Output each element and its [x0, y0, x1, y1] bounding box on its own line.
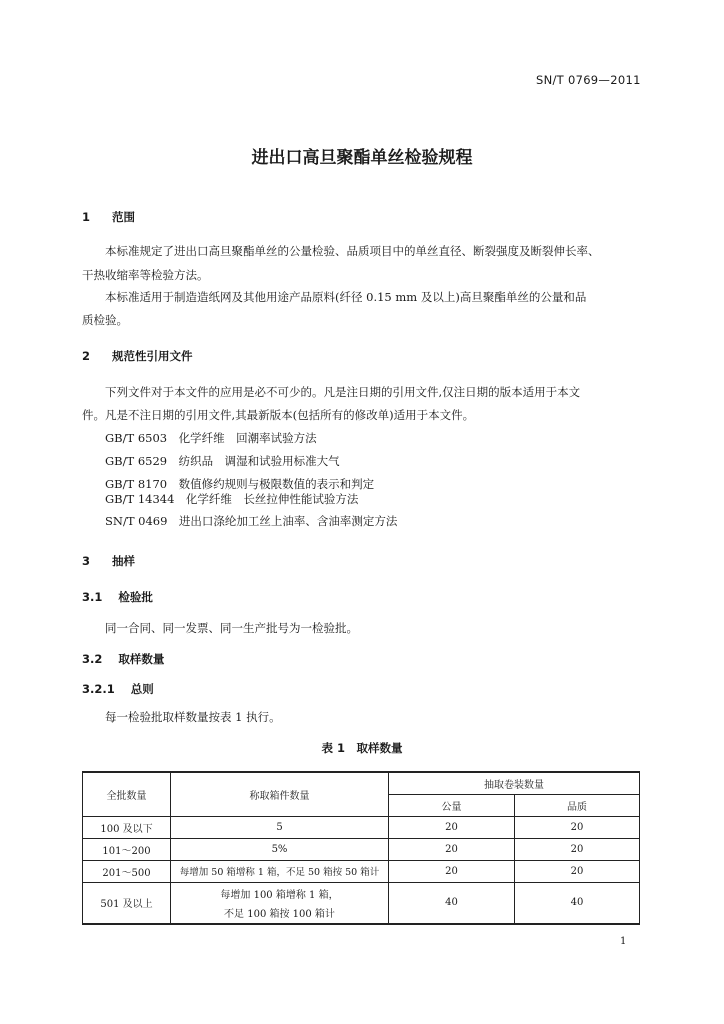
cell-total: 100 及以下 [83, 816, 171, 838]
section-1-heading [82, 209, 135, 225]
section-3-1-heading [82, 589, 153, 605]
paragraph: 下列文件对于本文件的应用是必不可少的。凡是注日期的引用文件,仅注日期的版本适用于本文 [105, 385, 581, 399]
cell-total: 101～200 [83, 838, 171, 860]
cell-commercial-weight: 20 [389, 838, 515, 860]
reference-item: GB/T 6503 化学纤维 回潮率试验方法 [105, 431, 317, 445]
paragraph: 件。凡是不注日期的引用文件,其最新版本(包括所有的修改单)适用于本文件。 [82, 408, 475, 422]
paragraph: 每一检验批取样数量按表 1 执行。 [105, 710, 281, 724]
cell-quality: 20 [515, 816, 640, 838]
section-number: 2 [82, 349, 91, 363]
section-title: 取样数量 [118, 652, 165, 666]
cell-boxes: 每增加 50 箱增称 1 箱，不足 50 箱按 50 箱计 [171, 860, 389, 882]
section-number: 1 [82, 210, 91, 224]
header-box-quantity: 称取箱件数量 [171, 772, 389, 816]
section-3-heading [82, 553, 135, 569]
cell-commercial-weight: 20 [389, 816, 515, 838]
header-package-quantity: 抽取卷装数量 [389, 772, 640, 794]
cell-quality: 20 [515, 838, 640, 860]
cell-boxes: 5% [171, 838, 389, 860]
section-number: 3.1 [82, 590, 103, 604]
section-title: 范围 [112, 210, 136, 224]
section-3-2-1-heading [82, 681, 154, 697]
table-row [83, 816, 640, 838]
page-number: 1 [620, 936, 627, 947]
section-number: 3 [82, 554, 91, 568]
table-row [83, 838, 640, 860]
cell-quality: 20 [515, 860, 640, 882]
cell-total: 201～500 [83, 860, 171, 882]
paragraph: 同一合同、同一发票、同一生产批号为一检验批。 [105, 621, 358, 635]
reference-item: GB/T 14344 化学纤维 长丝拉伸性能试验方法 [105, 492, 359, 506]
document-title: 进出口高旦聚酯单丝检验规程 [251, 148, 473, 168]
reference-item: SN/T 0469 进出口涤纶加工丝上油率、含油率测定方法 [105, 514, 398, 528]
cell-boxes-line-2: 不足 100 箱按 100 箱计 [224, 908, 335, 920]
paragraph: 质检验。 [82, 313, 128, 327]
header-commercial-weight: 公量 [389, 794, 515, 816]
section-title: 抽样 [112, 554, 136, 568]
table-caption: 表 1 取样数量 [321, 741, 403, 755]
reference-item: GB/T 6529 纺织品 调湿和试验用标准大气 [105, 454, 340, 468]
cell-boxes [171, 882, 389, 924]
cell-total: 501 及以上 [83, 882, 171, 924]
section-3-2-heading [82, 651, 164, 667]
paragraph: 干热收缩率等检验方法。 [82, 268, 209, 282]
cell-boxes: 5 [171, 816, 389, 838]
sampling-table [82, 771, 640, 925]
cell-commercial-weight: 40 [389, 882, 515, 924]
header-total-quantity: 全批数量 [83, 772, 171, 816]
paragraph: 本标准适用于制造造纸网及其他用途产品原料(纤径 0.15 mm 及以上)高旦聚酯单丝的公量和品 [105, 290, 587, 304]
section-2-heading [82, 348, 193, 364]
section-title: 检验批 [118, 590, 153, 604]
cell-boxes-line-1: 每增加 100 箱增称 1 箱， [220, 889, 339, 901]
table-row [83, 882, 640, 924]
table-row [83, 860, 640, 882]
section-number: 3.2 [82, 652, 103, 666]
section-title: 总则 [130, 682, 154, 696]
document-code: SN/T 0769—2011 [536, 73, 641, 87]
header-quality: 品质 [515, 794, 640, 816]
cell-commercial-weight: 20 [389, 860, 515, 882]
cell-quality: 40 [515, 882, 640, 924]
reference-item: GB/T 8170 数值修约规则与极限数值的表示和判定 [105, 477, 375, 491]
section-title: 规范性引用文件 [112, 349, 193, 363]
section-number: 3.2.1 [82, 682, 115, 696]
paragraph: 本标准规定了进出口高旦聚酯单丝的公量检验、品质项目中的单丝直径、断裂强度及断裂伸长率、 [105, 244, 600, 258]
